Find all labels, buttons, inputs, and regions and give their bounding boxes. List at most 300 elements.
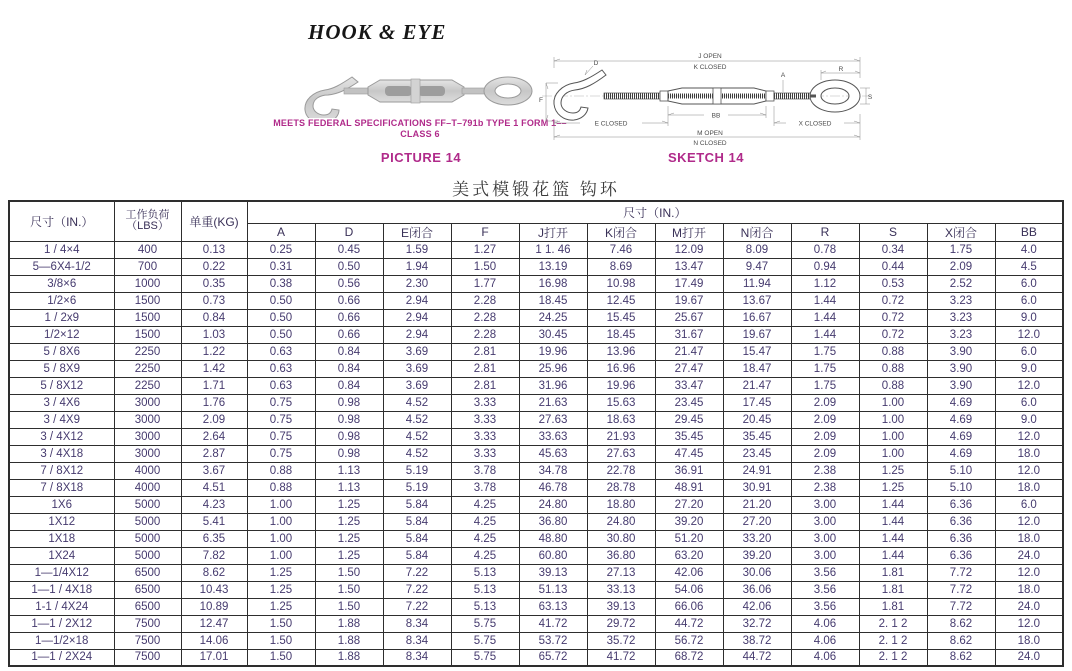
photo-body-slot (385, 86, 412, 96)
dim-label-s: S (867, 94, 873, 101)
table-cell: 1.44 (791, 326, 859, 343)
table-cell: 9.0 (995, 411, 1063, 428)
sub-header-r: R (791, 223, 859, 241)
table-cell: 2. 1 2 (859, 649, 927, 666)
table-cell: 12.0 (995, 615, 1063, 632)
table-cell: 7.22 (383, 581, 451, 598)
table-cell: 15.47 (723, 343, 791, 360)
table-cell: 0.25 (247, 241, 315, 258)
table-cell: 1.44 (859, 496, 927, 513)
table-cell: 42.06 (655, 564, 723, 581)
table-cell: 27.63 (587, 445, 655, 462)
table-cell: 3000 (114, 394, 181, 411)
turnbuckle-photo (292, 64, 538, 118)
table-cell: 4.69 (927, 445, 995, 462)
table-cell: 1500 (114, 309, 181, 326)
table-cell: 1500 (114, 326, 181, 343)
table-cell: 13.47 (655, 258, 723, 275)
table-cell: 7.82 (181, 547, 247, 564)
table-cell: 7 / 8X18 (9, 479, 114, 496)
table-cell: 4.06 (791, 615, 859, 632)
table-cell: 0.98 (315, 411, 383, 428)
table-cell: 1.44 (791, 292, 859, 309)
table-cell: 8.34 (383, 615, 451, 632)
table-cell: 8.09 (723, 241, 791, 258)
table-cell: 25.67 (655, 309, 723, 326)
table-cell: 4.52 (383, 445, 451, 462)
table-cell: 5 / 8X9 (9, 360, 114, 377)
table-cell: 1.25 (315, 530, 383, 547)
table-cell: 19.96 (587, 377, 655, 394)
table-cell: 31.67 (655, 326, 723, 343)
sketch-body-boss (713, 88, 721, 104)
table-cell: 3.33 (451, 445, 519, 462)
turnbuckle-photo-image (292, 64, 538, 118)
col-header-working-load-line2: （LBS） (126, 220, 169, 233)
table-cell: 3.69 (383, 377, 451, 394)
table-cell: 3.33 (451, 394, 519, 411)
table-cell: 1.25 (859, 479, 927, 496)
table-cell: 4.52 (383, 394, 451, 411)
dim-label-x-closed: X CLOSED (798, 120, 832, 128)
table-row (9, 360, 1063, 377)
spec-table (8, 200, 1064, 667)
table-cell: 1.71 (181, 377, 247, 394)
table-cell: 12.0 (995, 513, 1063, 530)
table-cell: 1.00 (859, 445, 927, 462)
spec-note-line1: MEETS FEDERAL SPECIFICATIONS FF–T–791b TYPE 1 FORM 1–– (273, 118, 567, 128)
sub-header-m-open: M打开 (655, 223, 723, 241)
table-cell: 33.20 (723, 530, 791, 547)
table-cell: 7.72 (927, 598, 995, 615)
table-cell: 3.78 (451, 462, 519, 479)
table-cell: 1.13 (315, 462, 383, 479)
table-cell: 24.25 (519, 309, 587, 326)
table-cell: 1.88 (315, 615, 383, 632)
table-cell: 27.20 (655, 496, 723, 513)
table-cell: 3.00 (791, 530, 859, 547)
table-cell: 0.72 (859, 309, 927, 326)
table-cell: 15.63 (587, 394, 655, 411)
table-cell: 4.25 (451, 513, 519, 530)
table-cell: 0.72 (859, 292, 927, 309)
table-cell: 21.93 (587, 428, 655, 445)
table-cell: 1-1 / 4X24 (9, 598, 114, 615)
table-cell: 1X18 (9, 530, 114, 547)
table-row (9, 598, 1063, 615)
table-cell: 9.0 (995, 360, 1063, 377)
table-row (9, 394, 1063, 411)
table-cell: 41.72 (587, 649, 655, 666)
product-heading: HOOK & EYE (308, 20, 447, 44)
photo-body-boss (411, 79, 420, 103)
dim-label-f: F (539, 97, 543, 104)
table-cell: 14.06 (181, 632, 247, 649)
table-cell: 0.84 (315, 360, 383, 377)
table-cell: 3/8×6 (9, 275, 114, 292)
table-cell: 4.52 (383, 411, 451, 428)
table-cell: 0.22 (181, 258, 247, 275)
spec-note-line2: CLASS 6 (400, 129, 440, 139)
table-cell: 8.69 (587, 258, 655, 275)
table-cell: 1500 (114, 292, 181, 309)
table-cell: 2. 1 2 (859, 632, 927, 649)
table-cell: 3.56 (791, 598, 859, 615)
table-cell: 3.23 (927, 326, 995, 343)
table-cell: 3000 (114, 445, 181, 462)
table-cell: 0.98 (315, 428, 383, 445)
table-cell: 1.50 (315, 598, 383, 615)
table-cell: 4.23 (181, 496, 247, 513)
table-cell: 3000 (114, 428, 181, 445)
table-cell: 4.52 (383, 428, 451, 445)
sub-header-bb: BB (995, 223, 1063, 241)
table-cell: 2.09 (181, 411, 247, 428)
table-cell: 6.0 (995, 292, 1063, 309)
table-cell: 24.0 (995, 649, 1063, 666)
table-row (9, 241, 1063, 258)
table-cell: 39.13 (519, 564, 587, 581)
table-cell: 2.09 (791, 428, 859, 445)
table-cell: 12.0 (995, 564, 1063, 581)
table-cell: 1.00 (859, 411, 927, 428)
table-cell: 24.80 (519, 496, 587, 513)
table-cell: 1.81 (859, 598, 927, 615)
table-cell: 5.13 (451, 598, 519, 615)
table-cell: 36.80 (587, 547, 655, 564)
table-cell: 2.09 (927, 258, 995, 275)
table-cell: 7500 (114, 615, 181, 632)
table-cell: 1.42 (181, 360, 247, 377)
table-cell: 1.88 (315, 649, 383, 666)
table-cell: 1.75 (791, 343, 859, 360)
table-cell: 5.75 (451, 615, 519, 632)
table-cell: 1.12 (791, 275, 859, 292)
table-cell: 4.25 (451, 547, 519, 564)
table-cell: 5.84 (383, 496, 451, 513)
table-cell: 2.64 (181, 428, 247, 445)
table-cell: 6.0 (995, 275, 1063, 292)
sketch-hook (554, 70, 606, 120)
table-cell: 6500 (114, 581, 181, 598)
table-cell: 4.06 (791, 632, 859, 649)
table-cell: 1.00 (247, 513, 315, 530)
table-cell: 1.27 (451, 241, 519, 258)
table-cell: 2.38 (791, 479, 859, 496)
span-header-dimensions: 尺寸（IN.） (247, 201, 1063, 223)
table-cell: 0.35 (181, 275, 247, 292)
table-cell: 1.50 (247, 615, 315, 632)
table-cell: 46.78 (519, 479, 587, 496)
table-cell: 1000 (114, 275, 181, 292)
table-cell: 4.25 (451, 530, 519, 547)
table-cell: 1.76 (181, 394, 247, 411)
table-cell: 3 / 4X12 (9, 428, 114, 445)
table-cell: 20.45 (723, 411, 791, 428)
table-cell: 28.78 (587, 479, 655, 496)
table-cell: 27.47 (655, 360, 723, 377)
table-cell: 0.75 (247, 394, 315, 411)
table-cell: 8.34 (383, 649, 451, 666)
table-cell: 1.00 (247, 547, 315, 564)
table-row (9, 496, 1063, 513)
table-cell: 30.45 (519, 326, 587, 343)
photo-body-slot (418, 86, 445, 96)
table-cell: 0.63 (247, 360, 315, 377)
sub-header-j-open: J打开 (519, 223, 587, 241)
picture-caption: PICTURE 14 (380, 150, 462, 165)
table-cell: 7.72 (927, 564, 995, 581)
table-cell: 4.0 (995, 241, 1063, 258)
spec-table-body (9, 241, 1063, 666)
table-cell: 60.80 (519, 547, 587, 564)
table-title: 美式模锻花篮 钩环 (452, 180, 620, 199)
table-cell: 0.13 (181, 241, 247, 258)
table-cell: 5.10 (927, 479, 995, 496)
table-cell: 1.50 (451, 258, 519, 275)
table-cell: 42.06 (723, 598, 791, 615)
table-cell: 16.98 (519, 275, 587, 292)
turnbuckle-sketch-drawing (538, 44, 874, 150)
table-cell: 1.77 (451, 275, 519, 292)
table-cell: 3 / 4X18 (9, 445, 114, 462)
table-cell: 0.66 (315, 309, 383, 326)
sketch-caption: SKETCH 14 (667, 150, 745, 165)
table-cell: 17.49 (655, 275, 723, 292)
table-cell: 4.69 (927, 411, 995, 428)
table-cell: 0.88 (859, 343, 927, 360)
table-cell: 35.45 (655, 428, 723, 445)
table-cell: 1.44 (791, 309, 859, 326)
table-cell: 5.84 (383, 513, 451, 530)
table-row (9, 326, 1063, 343)
table-cell: 6.36 (927, 530, 995, 547)
table-cell: 3.33 (451, 428, 519, 445)
table-cell: 1.25 (315, 496, 383, 513)
table-cell: 1.00 (247, 496, 315, 513)
table-cell: 3.00 (791, 496, 859, 513)
table-cell: 1.59 (383, 241, 451, 258)
table-cell: 7.22 (383, 598, 451, 615)
table-cell: 2.28 (451, 326, 519, 343)
table-cell: 0.50 (247, 326, 315, 343)
table-cell: 1.75 (791, 377, 859, 394)
table-row (9, 343, 1063, 360)
table-cell: 6.0 (995, 343, 1063, 360)
table-cell: 3.23 (927, 309, 995, 326)
table-cell: 51.13 (519, 581, 587, 598)
table-cell: 1.94 (383, 258, 451, 275)
table-cell: 23.45 (655, 394, 723, 411)
sub-header-k-closed: K闭合 (587, 223, 655, 241)
table-cell: 65.72 (519, 649, 587, 666)
table-cell: 3.90 (927, 360, 995, 377)
table-cell: 1 / 2x9 (9, 309, 114, 326)
table-cell: 31.96 (519, 377, 587, 394)
table-cell: 3.56 (791, 564, 859, 581)
table-cell: 18.0 (995, 530, 1063, 547)
table-cell: 18.45 (519, 292, 587, 309)
table-row (9, 309, 1063, 326)
table-row (9, 547, 1063, 564)
table-cell: 0.66 (315, 326, 383, 343)
table-row (9, 411, 1063, 428)
table-cell: 18.63 (587, 411, 655, 428)
table-cell: 1/2×6 (9, 292, 114, 309)
table-cell: 1.81 (859, 581, 927, 598)
table-cell: 4.69 (927, 428, 995, 445)
table-cell: 5.75 (451, 649, 519, 666)
table-cell: 2.09 (791, 411, 859, 428)
sub-header-s: S (859, 223, 927, 241)
table-cell: 19.67 (655, 292, 723, 309)
table-cell: 29.72 (587, 615, 655, 632)
table-cell: 21.20 (723, 496, 791, 513)
table-cell: 0.63 (247, 377, 315, 394)
table-cell: 0.73 (181, 292, 247, 309)
table-cell: 1.75 (791, 360, 859, 377)
table-cell: 2.81 (451, 343, 519, 360)
table-cell: 56.72 (655, 632, 723, 649)
table-cell: 1.25 (247, 564, 315, 581)
table-cell: 3.69 (383, 360, 451, 377)
dim-label-r: R (838, 66, 844, 73)
photo-left-rod (344, 88, 370, 94)
table-cell: 0.98 (315, 445, 383, 462)
table-cell: 0.98 (315, 394, 383, 411)
table-cell: 6500 (114, 598, 181, 615)
table-cell: 2.09 (791, 445, 859, 462)
table-cell: 2. 1 2 (859, 615, 927, 632)
table-row (9, 258, 1063, 275)
table-cell: 6.36 (927, 513, 995, 530)
table-cell: 2.87 (181, 445, 247, 462)
table-row (9, 649, 1063, 666)
col-header-working-load (114, 201, 181, 241)
table-cell: 1/2×12 (9, 326, 114, 343)
table-cell: 0.84 (315, 343, 383, 360)
table-cell: 1.00 (247, 530, 315, 547)
table-cell: 30.06 (723, 564, 791, 581)
table-cell: 0.50 (247, 309, 315, 326)
table-cell: 1.25 (247, 598, 315, 615)
table-cell: 2250 (114, 377, 181, 394)
table-row (9, 479, 1063, 496)
table-cell: 13.19 (519, 258, 587, 275)
table-cell: 18.0 (995, 581, 1063, 598)
table-cell: 25.96 (519, 360, 587, 377)
table-cell: 66.06 (655, 598, 723, 615)
table-cell: 7 / 8X12 (9, 462, 114, 479)
table-cell: 39.20 (723, 547, 791, 564)
table-cell: 5.41 (181, 513, 247, 530)
table-cell: 17.45 (723, 394, 791, 411)
table-cell: 4.06 (791, 649, 859, 666)
table-cell: 29.45 (655, 411, 723, 428)
table-cell: 1—1/2×18 (9, 632, 114, 649)
table-cell: 3.90 (927, 377, 995, 394)
table-cell: 54.06 (655, 581, 723, 598)
photo-hook (305, 77, 358, 118)
table-row (9, 615, 1063, 632)
table-cell: 12.45 (587, 292, 655, 309)
table-cell: 3.23 (927, 292, 995, 309)
table-cell: 3.69 (383, 343, 451, 360)
table-row (9, 275, 1063, 292)
table-cell: 45.63 (519, 445, 587, 462)
table-cell: 3.67 (181, 462, 247, 479)
table-cell: 48.80 (519, 530, 587, 547)
table-cell: 30.91 (723, 479, 791, 496)
table-cell: 24.80 (587, 513, 655, 530)
table-cell: 1X6 (9, 496, 114, 513)
table-cell: 0.72 (859, 326, 927, 343)
table-cell: 8.62 (927, 632, 995, 649)
table-cell: 68.72 (655, 649, 723, 666)
table-cell: 18.80 (587, 496, 655, 513)
table-cell: 1.44 (859, 513, 927, 530)
table-cell: 1.44 (859, 547, 927, 564)
table-cell: 1.88 (315, 632, 383, 649)
table-cell: 2.94 (383, 292, 451, 309)
table-cell: 8.62 (927, 649, 995, 666)
table-cell: 0.34 (859, 241, 927, 258)
table-cell: 9.47 (723, 258, 791, 275)
table-cell: 1.75 (927, 241, 995, 258)
table-cell: 21.47 (723, 377, 791, 394)
table-cell: 3.56 (791, 581, 859, 598)
table-cell: 32.72 (723, 615, 791, 632)
dim-label-m-open: M OPEN (697, 130, 723, 137)
table-cell: 36.06 (723, 581, 791, 598)
table-row (9, 462, 1063, 479)
table-cell: 1.25 (315, 513, 383, 530)
dim-label-n-closed: N CLOSED (693, 140, 727, 147)
table-cell: 1X12 (9, 513, 114, 530)
table-cell: 5.84 (383, 530, 451, 547)
table-cell: 27.63 (519, 411, 587, 428)
table-cell: 16.96 (587, 360, 655, 377)
table-cell: 2250 (114, 360, 181, 377)
table-cell: 5000 (114, 547, 181, 564)
table-row (9, 530, 1063, 547)
table-cell: 0.88 (859, 360, 927, 377)
table-cell: 4.51 (181, 479, 247, 496)
table-cell: 15.45 (587, 309, 655, 326)
table-cell: 36.91 (655, 462, 723, 479)
table-row (9, 377, 1063, 394)
sketch-right-nut (766, 91, 774, 101)
table-cell: 18.0 (995, 479, 1063, 496)
table-cell: 1.03 (181, 326, 247, 343)
table-cell: 0.78 (791, 241, 859, 258)
table-cell: 6.0 (995, 496, 1063, 513)
table-cell: 36.80 (519, 513, 587, 530)
table-cell: 1.00 (859, 394, 927, 411)
table-cell: 4.5 (995, 258, 1063, 275)
table-cell: 8.62 (927, 615, 995, 632)
table-cell: 44.72 (723, 649, 791, 666)
table-cell: 6.35 (181, 530, 247, 547)
table-cell: 44.72 (655, 615, 723, 632)
table-cell: 1.25 (859, 462, 927, 479)
table-cell: 11.94 (723, 275, 791, 292)
table-cell: 63.13 (519, 598, 587, 615)
table-cell: 5—6X4-1/2 (9, 258, 114, 275)
table-cell: 4.25 (451, 496, 519, 513)
table-cell: 10.98 (587, 275, 655, 292)
table-cell: 17.01 (181, 649, 247, 666)
